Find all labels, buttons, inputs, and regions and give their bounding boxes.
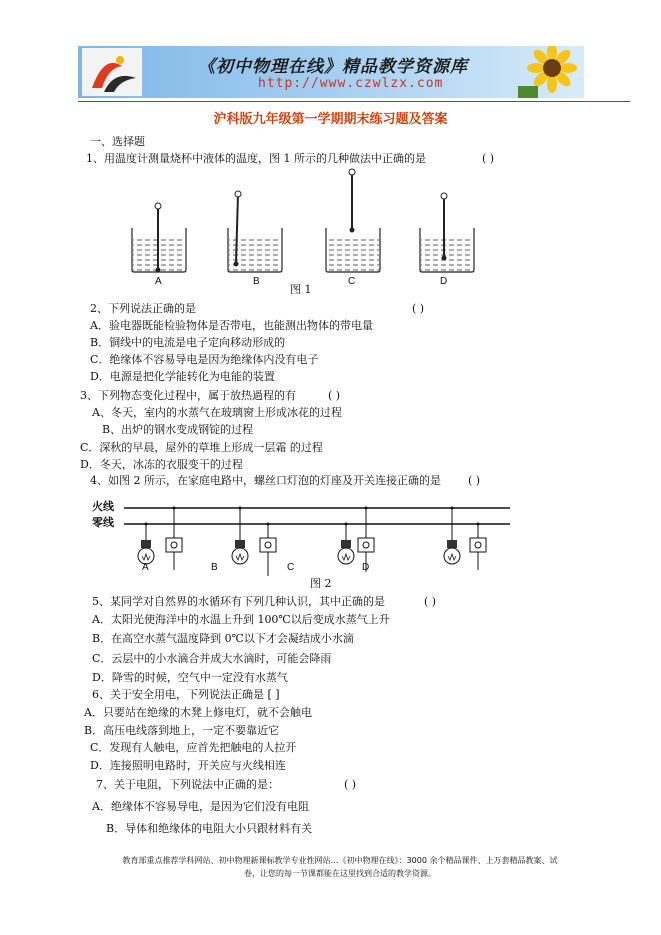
banner-url[interactable]: http://www.czwlzx.com xyxy=(258,76,444,91)
answer-blank-5[interactable]: ( ) xyxy=(424,595,437,608)
answer-blank-4[interactable]: ( ) xyxy=(468,474,481,487)
fig1-label-d: D xyxy=(440,276,448,287)
figure-1-caption: 图 1 xyxy=(290,283,312,296)
footer-line-2: 卷，让您的每一节课都能在这里找到合适的教学资源。 xyxy=(244,869,436,878)
fig1-label-b: B xyxy=(253,276,260,287)
q2-option-a[interactable]: A．验电器既能检验物体是否带电，也能测出物体的带电量 xyxy=(90,319,373,332)
answer-blank-2[interactable]: ( ) xyxy=(412,302,425,315)
q2-option-c[interactable]: C．绝缘体不容易导电是因为绝缘体内没有电子 xyxy=(90,353,319,366)
answer-blank-7[interactable]: ( ) xyxy=(344,778,357,791)
q3-option-d[interactable]: D．冬天，冰冻的衣服变干的过程 xyxy=(80,458,243,471)
header-divider xyxy=(78,101,630,102)
beaker-a xyxy=(132,203,186,273)
q2-option-d[interactable]: D．电源是把化学能转化为电能的装置 xyxy=(90,370,275,383)
section-heading: 一、选择题 xyxy=(90,135,145,148)
question-4: 4、如图 2 所示，在家庭电路中，螺丝口灯泡的灯座及开关连接正确的是 xyxy=(90,474,441,487)
beaker-d xyxy=(420,193,474,272)
question-1: 1、用温度计测量烧杯中液体的温度，图 1 所示的几种做法中正确的是 xyxy=(86,152,426,165)
question-6: 6、关于安全用电，下列说法正确是 [ ] xyxy=(92,688,280,701)
question-2: 2、下列说法正确的是 xyxy=(90,302,196,315)
fig2-label-a: A xyxy=(142,562,149,573)
q5-option-b[interactable]: B．在高空水蒸气温度降到 0℃以下才会凝结成小水滴 xyxy=(92,632,354,645)
figure-2-caption: 图 2 xyxy=(310,577,332,590)
document-title: 沪科版九年级第一学期期末练习题及答案 xyxy=(213,112,448,127)
question-3: 3、下列物态变化过程中，属于放热過程的有 xyxy=(80,389,296,402)
q5-option-a[interactable]: A．太阳光使海洋中的水温上升到 100℃以后变成水蒸气上升 xyxy=(92,613,390,626)
circuit-d xyxy=(444,507,486,571)
figure-1-thermometers xyxy=(120,168,480,286)
sunflower-icon xyxy=(518,46,580,98)
beaker-b xyxy=(228,191,282,272)
beaker-c xyxy=(326,169,380,272)
question-5: 5、某同学对自然界的水循环有下列几种认识，其中正确的是 xyxy=(92,595,385,608)
figure-2-circuit xyxy=(90,498,520,580)
q3-option-a[interactable]: A、冬天，室内的水蒸气在玻璃窗上形成冰花的过程 xyxy=(92,406,342,419)
q6-option-a[interactable]: A．只要站在绝缘的木凳上修电灯，就不会触电 xyxy=(84,706,312,719)
q7-option-a[interactable]: A．绝缘体不容易导电，是因为它们没有电阻 xyxy=(92,800,309,813)
q5-option-c[interactable]: C．云层中的小水滴合并成大水滴时，可能会降雨 xyxy=(92,652,332,665)
answer-blank-1[interactable]: ( ) xyxy=(482,152,495,165)
circuit-b xyxy=(232,507,276,577)
neutral-wire-label: 零线 xyxy=(92,516,114,529)
fig1-label-c: C xyxy=(348,276,356,287)
q6-option-b[interactable]: B．高压电线落到地上，一定不要靠近它 xyxy=(84,724,280,737)
fig2-label-d: D xyxy=(362,562,370,573)
live-wire-label: 火线 xyxy=(92,500,114,513)
page-footer xyxy=(60,854,620,880)
answer-blank-3[interactable]: ( ) xyxy=(328,389,341,402)
q6-option-d[interactable]: D．连接照明电路时，开关应与火线相连 xyxy=(90,759,286,772)
fig2-label-b: B xyxy=(211,562,218,573)
header-banner xyxy=(78,46,584,98)
q3-option-c[interactable]: C．深秋的早晨，屋外的草堆上形成一层霜 的过程 xyxy=(80,441,323,454)
banner-title: 《初中物理在线》精品教学资源库 xyxy=(198,57,468,77)
site-logo-icon xyxy=(82,48,142,96)
q2-option-b[interactable]: B．铜线中的电流是电子定向移动形成的 xyxy=(90,336,286,349)
question-7: 7、关于电阻，下列说法中正确的是： xyxy=(96,778,279,791)
q6-option-c[interactable]: C．发现有人触电，应首先把触电的人拉开 xyxy=(90,741,297,754)
q7-option-b[interactable]: B．导体和绝缘体的电阻大小只跟材料有关 xyxy=(106,822,313,835)
footer-line-1: 教育部重点推荐学科网站、初中物理新课标教学专业性网站…《初中物理在线》：3000 余个精品课件、上万套精品教案、试 xyxy=(122,856,558,865)
circuit-a xyxy=(138,507,182,571)
fig2-label-c: C xyxy=(287,562,295,573)
fig1-label-a: A xyxy=(155,276,162,287)
q3-option-b[interactable]: B、出炉的钢水变成钢锭的过程 xyxy=(102,423,254,436)
q5-option-d[interactable]: D．降雪的时候，空气中一定没有水蒸气 xyxy=(92,671,288,684)
